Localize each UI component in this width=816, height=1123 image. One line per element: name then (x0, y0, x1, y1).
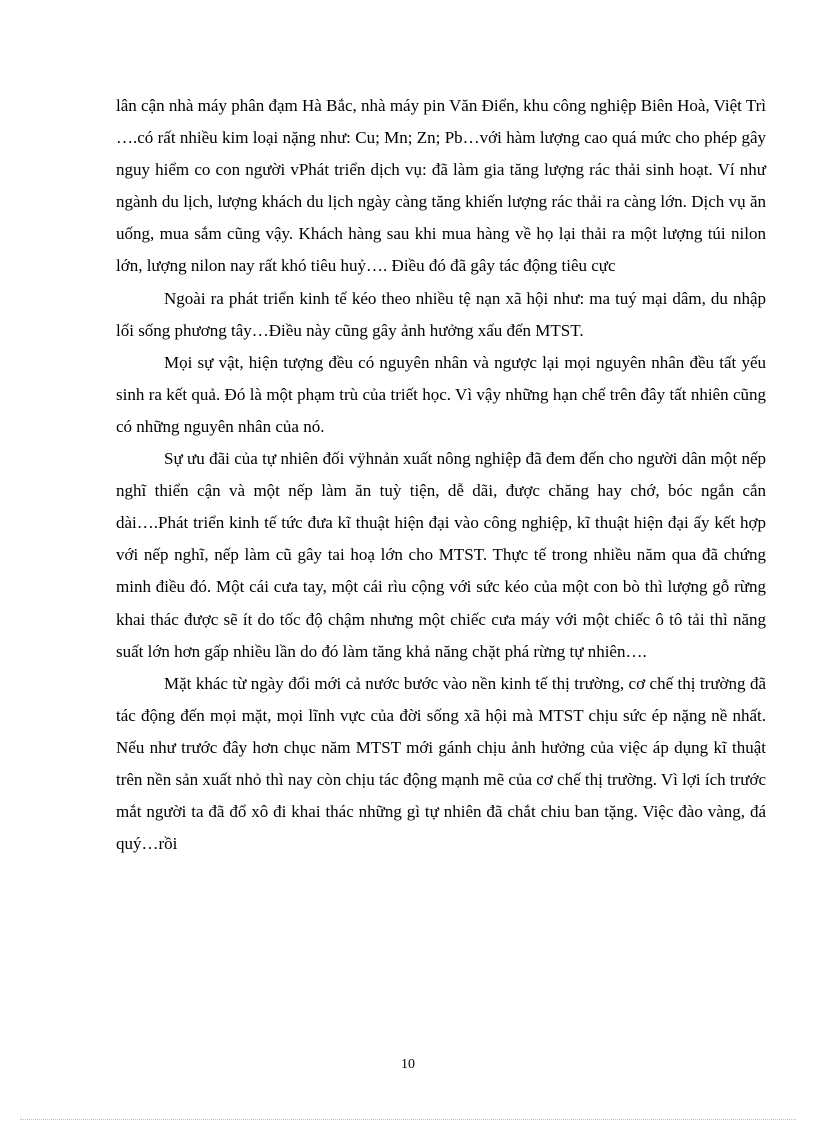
body-text (116, 90, 766, 860)
paragraph-cause-effect: Mọi sự vật, hiện tượng đều có nguyên nhân và ngược lại mọi nguyên nhân đều tất yếu sinh ra kết quả. Đó là một phạm trù của triết học. Vì vậy những hạn chế trên đây tất nhiên cũng có những nguyên nhân của nó. (116, 352, 766, 436)
page-number: 10 (401, 1057, 415, 1072)
paragraph-social-issues: Ngoài ra phát triển kinh tế kéo theo nhiều tệ nạn xã hội như: ma tuý mại dâm, du nhập lối sống phương tây…Điều này cũng gây ảnh hưởng xấu đến MTST. (116, 288, 766, 340)
paragraph-market-economy: Mặt khác từ ngày đổi mới cả nước bước vào nền kinh tế thị trường, cơ chế thị trường đã tác động đến mọi mặt, mọi lĩnh vực của đời sống xã hội mà MTST chịu sức ép nặng nề nhất. Nếu như trước đây hơn chục năm MTST mới gánh chịu ảnh hưởng của việc áp dụng kĩ thuật trên nền sản xuất nhỏ thì nay còn chịu tác động mạnh mẽ của cơ chế thị trường. Vì lợi ích trước mắt người ta đã đổ xô đi khai thác những gì tự nhiên đã chắt chiu ban tặng. Việc đào vàng, đá quý…rồi (116, 673, 766, 854)
paragraph-continuation: lân cận nhà máy phân đạm Hà Bắc, nhà máy pin Văn Điển, khu công nghiệp Biên Hoà, Việt Trì ….có rất nhiều kim loại nặng như: Cu; Mn; Zn; Pb…với hàm lượng cao quá mức cho phép gây nguy hiểm co con người vPhát triển dịch vụ: đã làm gia tăng lượng rác thải sinh hoạt. Ví như ngành du lịch, lượng khách du lịch ngày càng tăng khiến lượng rác thải ra càng lớn. Dịch vụ ăn uống, mua sắm cũng vậy. Khách hàng sau khi mua hàng về họ lại thải ra một lượng túi nilon lớn, lượng nilon nay rất khó tiêu huỷ…. Điều đó đã gây tác động tiêu cực (116, 96, 766, 276)
page-bottom-divider (20, 1119, 796, 1120)
paragraph-agriculture-technology: Sự ưu đãi của tự nhiên đối vÿhnản xuất nông nghiệp đã đem đến cho người dân một nếp nghĩ thiển cận và một nếp làm ăn tuỳ tiện, dễ dãi, được chăng hay chớ, bóc ngắn cắn dài….Phát triển kinh tế tức đưa kĩ thuật hiện đại vào công nghiệp, kĩ thuật hiện đại ấy kết hợp với nếp nghĩ, nếp làm cũ gây tai hoạ lớn cho MTST. Thực tế trong nhiều năm qua đã chứng minh điều đó. Một cái cưa tay, một cái rìu cộng với sức kéo của một con bò thì lượng gỗ rừng khai thác được sẽ ít do tốc độ chậm nhưng một chiếc cưa máy với một chiếc ô tô tải thì năng suất lớn hơn gấp nhiều lần do đó làm tăng khả năng chặt phá rừng tự nhiên…. (116, 449, 766, 661)
